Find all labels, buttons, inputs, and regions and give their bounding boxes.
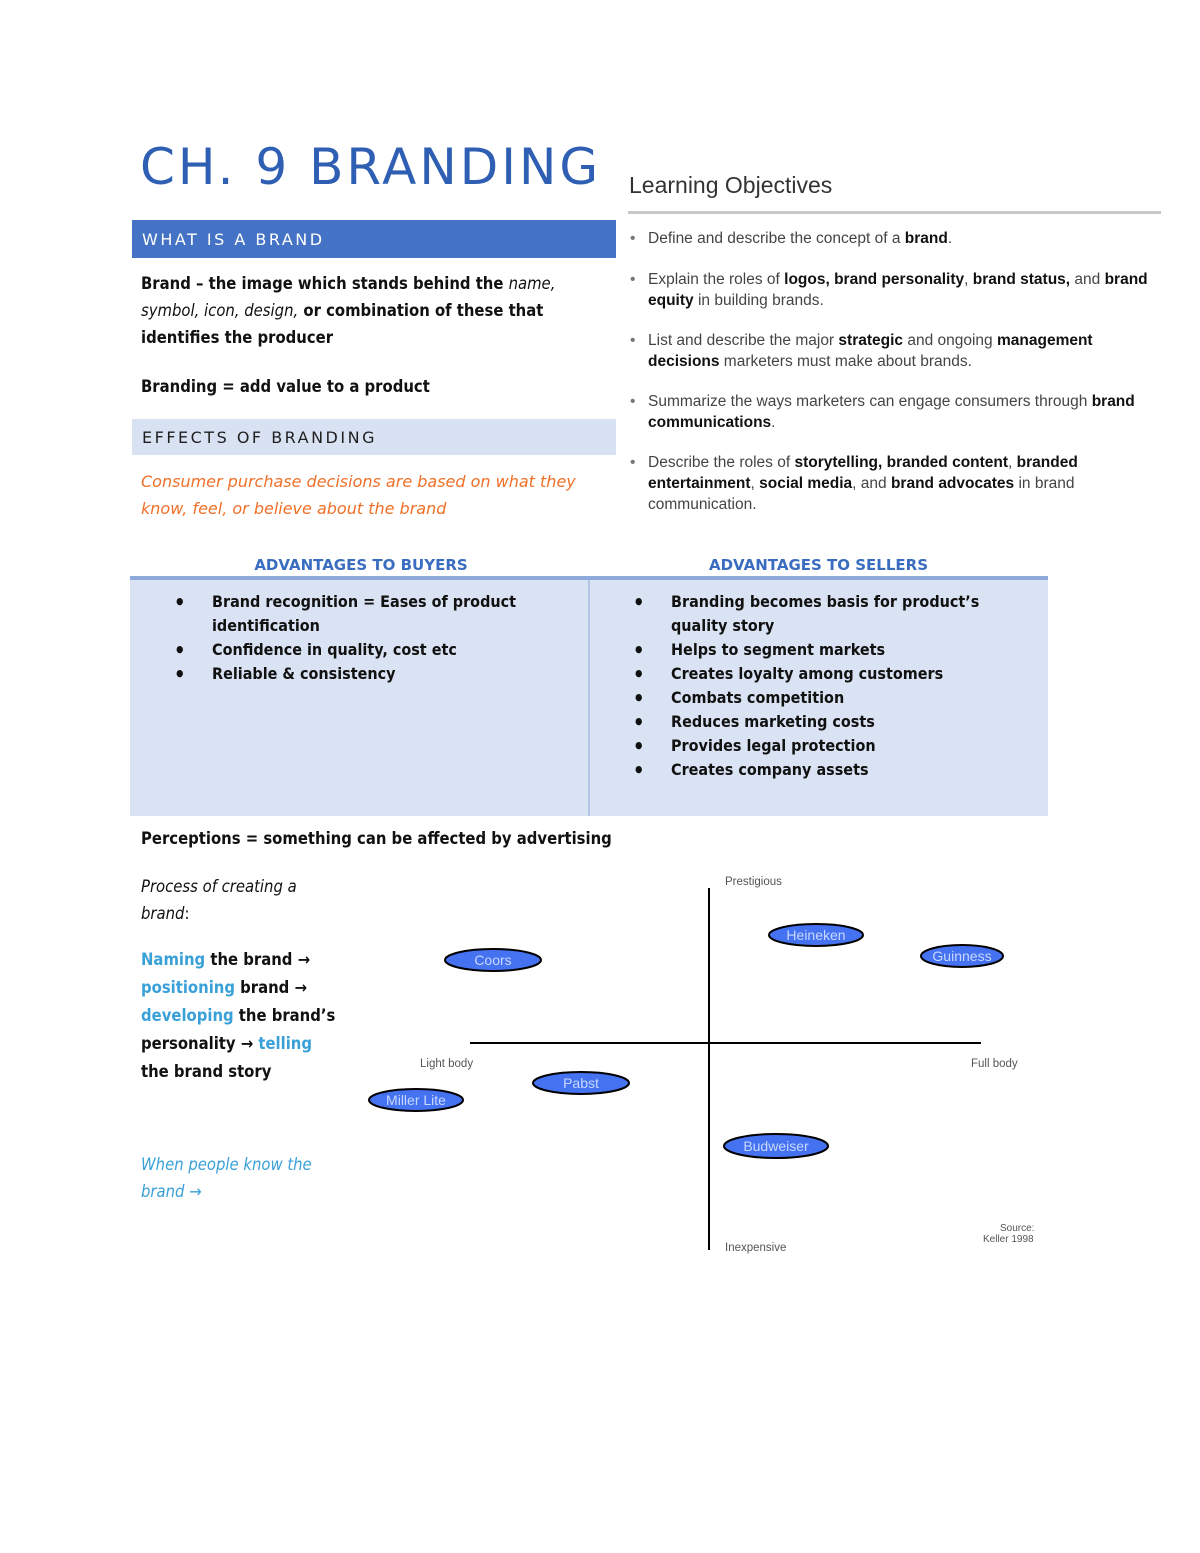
list-item: • Provides legal protection	[633, 734, 1033, 758]
sellers-list	[633, 590, 1033, 782]
map-brand-marker	[369, 1089, 463, 1111]
branding-equation: Branding = add value to a product	[141, 377, 430, 396]
buyers-header: ADVANTAGES TO BUYERS	[254, 556, 468, 574]
sellers-header: ADVANTAGES TO SELLERS	[708, 556, 929, 574]
list-item: • Helps to segment markets	[633, 638, 1033, 662]
map-brand-label: Miller Lite	[386, 1092, 446, 1108]
learning-objective-text: .	[771, 414, 776, 431]
learning-objectives-rule	[628, 211, 1161, 214]
effects-quote: Consumer purchase decisions are based on what they know, feel, or believe about the brand	[141, 472, 576, 518]
learning-objective-text: branded entertainment	[648, 454, 1078, 492]
perceptual-map	[360, 860, 1060, 1260]
advantages-divider	[588, 580, 590, 816]
learning-objective-text: .	[947, 230, 953, 247]
learning-objective-text: Summarize the ways marketers can engage consumers through	[648, 393, 1092, 410]
list-item: • Creates loyalty among customers	[633, 662, 1033, 686]
process-step-text: the brand’s personality →	[141, 1006, 336, 1053]
learning-objective-text: social media	[759, 475, 853, 492]
when-people-text: When people know the brand →	[141, 1155, 312, 1201]
map-source-label: Source:	[1000, 1223, 1035, 1234]
bullet-icon: •	[630, 393, 636, 410]
learning-objective-item	[630, 391, 1150, 433]
list-item: • Combats competition	[633, 686, 1033, 710]
section-header-effects: EFFECTS OF BRANDING	[132, 419, 616, 455]
buyers-list	[174, 590, 564, 686]
learning-objective-text: brand advocates	[890, 475, 1015, 492]
process-title-text: Process of creating a brand	[141, 877, 297, 923]
learning-objective-text: and	[1070, 271, 1105, 288]
process-step-keyword: telling	[258, 1034, 312, 1053]
bullet-icon: •	[630, 230, 636, 247]
list-item: • Creates company assets	[633, 758, 1033, 782]
learning-objective-text: brand equity	[648, 271, 1148, 309]
process-step-keyword: developing	[141, 1006, 234, 1025]
bullet-icon: •	[630, 332, 636, 349]
definition-tail: or combination of these that identifies the producer	[141, 301, 544, 347]
perceptions-text: Perceptions = something can be affected by advertising	[141, 829, 612, 848]
learning-objective-text: ,	[964, 271, 973, 288]
learning-objective-text: in building brands.	[693, 292, 824, 309]
learning-objective-item	[630, 330, 1150, 372]
learning-objectives-title: Learning Objectives	[629, 172, 833, 198]
map-brand-marker	[921, 945, 1003, 967]
learning-objective-text: in brand communication.	[648, 475, 1075, 513]
bullet-icon: •	[630, 271, 636, 288]
learning-objective-text: storytelling, branded content	[794, 454, 1009, 471]
process-title-colon: :	[184, 904, 190, 923]
list-item: • Branding becomes basis for product’s quality story	[633, 590, 1033, 638]
map-brand-label: Heineken	[786, 927, 846, 943]
map-brand-label: Guinness	[932, 948, 992, 964]
learning-objective-text: Explain the roles of	[648, 271, 785, 288]
learning-objective-text: brand communications	[648, 393, 1135, 431]
learning-objective-text: Describe the roles of	[648, 454, 795, 471]
learning-objective-item	[630, 228, 1150, 249]
page-title: CH. 9 BRANDING	[140, 138, 602, 196]
learning-objective-text: ,	[750, 475, 760, 492]
map-brand-label: Pabst	[563, 1075, 599, 1091]
list-item: • Reliable & consistency	[174, 662, 564, 686]
learning-objective-text: ,	[1008, 454, 1017, 471]
process-steps	[141, 946, 336, 1086]
map-label-inexpensive: Inexpensive	[725, 1242, 787, 1254]
learning-objective-text: List and describe the major	[648, 332, 839, 349]
definition-lead: Brand – the image which stands behind the	[141, 274, 509, 293]
map-brand-marker	[445, 949, 541, 971]
learning-objective-item	[630, 452, 1150, 515]
map-brand-label: Coors	[474, 952, 512, 968]
brand-definition	[141, 270, 611, 351]
map-brand-marker	[724, 1134, 828, 1158]
process-step-text: brand →	[234, 978, 307, 997]
process-step-keyword: positioning	[141, 978, 235, 997]
learning-objective-text: , and	[852, 475, 891, 492]
list-item: • Reduces marketing costs	[633, 710, 1033, 734]
map-brands	[369, 924, 1003, 1158]
learning-objective-text: brand status,	[972, 271, 1071, 288]
process-title	[141, 873, 341, 927]
map-label-prestigious: Prestigious	[725, 876, 782, 888]
learning-objective-text: management decisions	[648, 332, 1093, 370]
learning-objective-text: marketers must make about brands.	[719, 353, 972, 370]
list-item: • Brand recognition = Eases of product identification	[174, 590, 564, 638]
list-item: • Confidence in quality, cost etc	[174, 638, 564, 662]
learning-objective-text: logos, brand personality	[784, 271, 965, 288]
map-brand-marker	[769, 924, 863, 946]
section-header-what-is-brand: WHAT IS A BRAND	[132, 220, 616, 258]
map-label-light-body: Light body	[420, 1058, 474, 1070]
bullet-icon: •	[630, 454, 636, 471]
map-brand-label: Budweiser	[743, 1138, 809, 1154]
map-source-citation: Keller 1998	[983, 1234, 1034, 1245]
process-step-text: the brand →	[205, 950, 311, 969]
map-label-full-body: Full body	[971, 1058, 1018, 1070]
learning-objective-text: brand	[904, 230, 948, 247]
process-step-keyword: Naming	[141, 950, 206, 969]
learning-objective-item	[630, 269, 1150, 311]
learning-objective-text: and ongoing	[903, 332, 997, 349]
process-step-text: the brand story	[141, 1062, 272, 1081]
learning-objective-text: strategic	[838, 332, 904, 349]
definition-italic: name, symbol, icon, design,	[141, 274, 556, 320]
learning-objective-text: Define and describe the concept of a	[648, 230, 905, 247]
map-brand-marker	[533, 1072, 629, 1094]
